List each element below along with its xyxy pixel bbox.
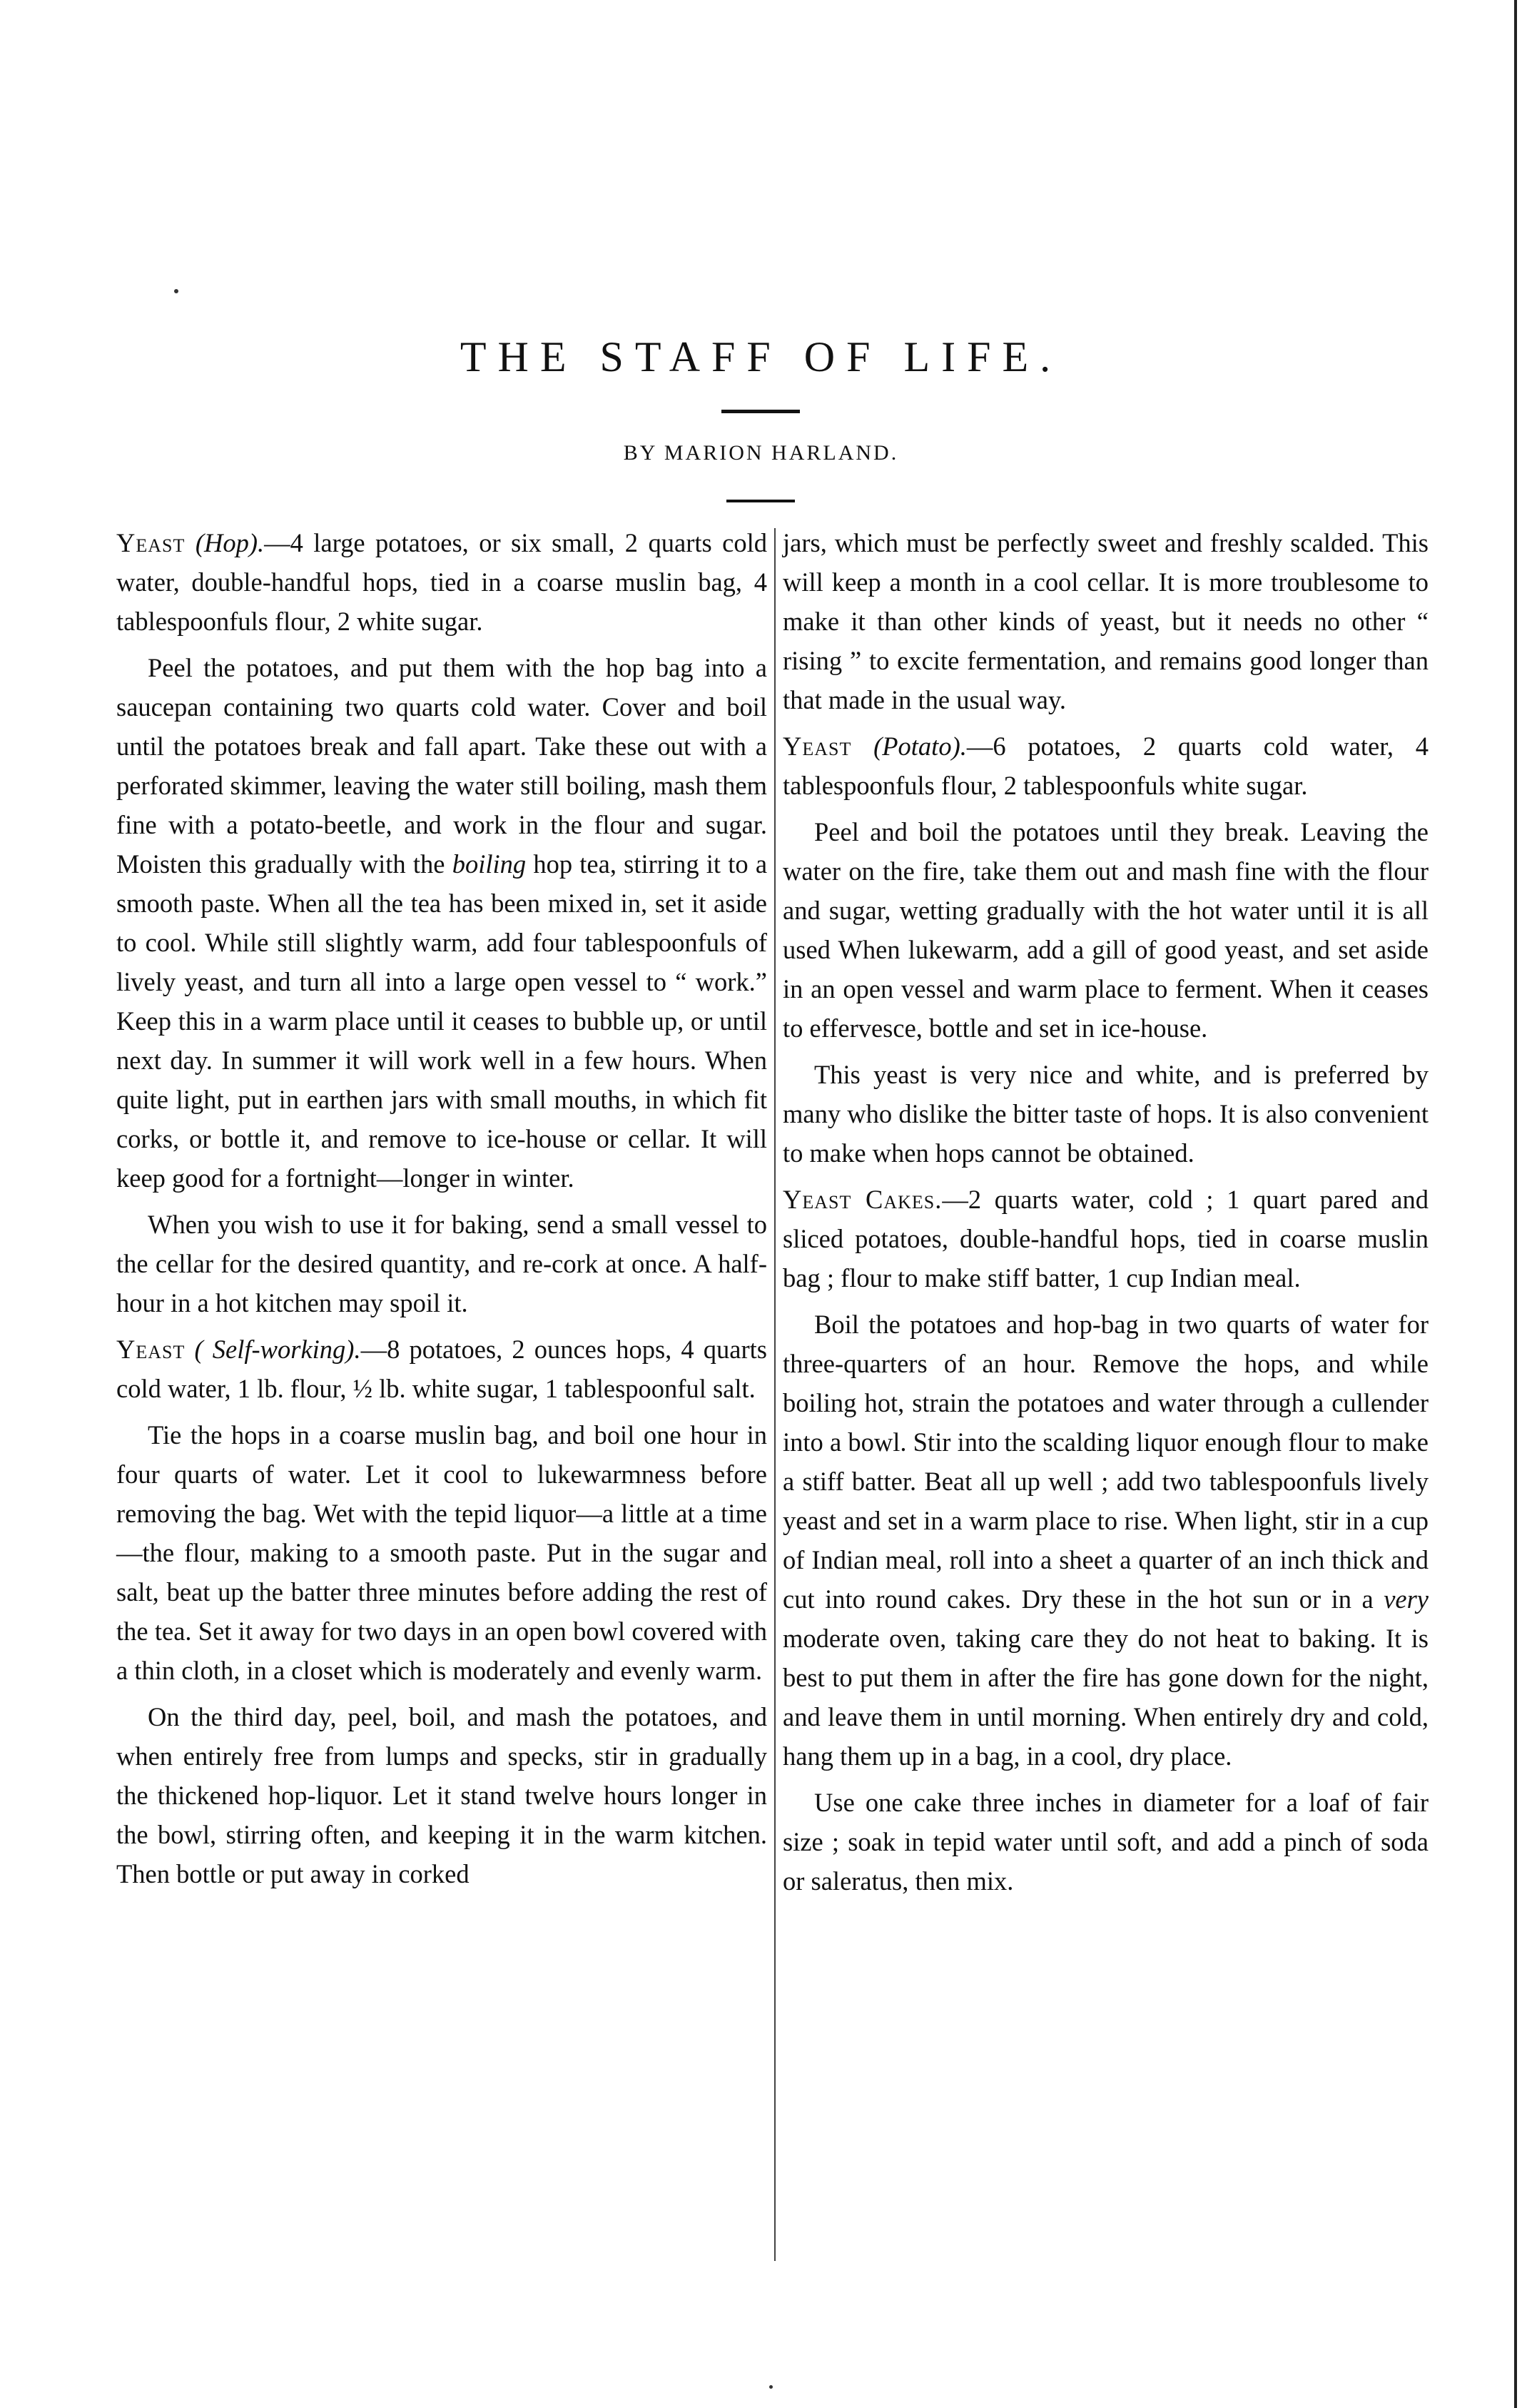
paragraph: This yeast is very nice and white, and is preferred by many who dislike the bitter taste of hops. It is also convenient to make when hops cannot be obtained. (783, 1060, 1429, 1168)
paragraph: jars, which must be perfectly sweet and freshly scalded. This will keep a month in a cool cellar. It is more troublesome to make it than other kinds of yeast, but it needs no other “ rising ” to excite fermentation, and remains good longer than that made in the usual way. (783, 528, 1429, 714)
byline: BY MARION HARLAND. (623, 441, 899, 465)
recipe-potato-yeast-ingredients (783, 727, 1429, 805)
print-speck (174, 289, 178, 293)
paragraph: Use one cake three inches in diameter for a loaf of fair size ; soak in tepid water until soft, and add a pinch of soda or saleratus, then mix. (783, 1788, 1429, 1896)
recipe-ingredients: —8 potatoes, 2 ounces hops, 4 quarts cold water, 1 lb. flour, ½ lb. white sugar, 1 tablespoonful salt. (116, 1335, 768, 1403)
paragraph: Tie the hops in a coarse muslin bag, and boil one hour in four quarts of water. Let it cool to lukewarmness before removing the bag. Wet with the tepid liquor—a little at a time—the flour, making to a smooth paste. Put in the sugar and salt, beat up the batter three minutes before adding the rest of the tea. Set it away for two days in an open bowl covered with a thin cloth, in a closet which is moderately and evenly warm. (116, 1420, 767, 1685)
recipe-hop-yeast-ingredients (116, 523, 767, 641)
recipe-heading: Yeast Cakes. (783, 1185, 943, 1214)
paragraph: Peel the potatoes, and put them with the hop bag into a saucepan containing two quarts cold water. Cover and boil until the potatoes break and fall apart. Take these out with a perforated skimmer, leaving the water still boiling, mash them fine with a potato-beetle, and work in the flour and sugar. Moisten this gradually with the boiling hop tea, stirring it to a smooth paste. When all the tea has been mixed in, set it aside to cool. While still slightly warm, add four tablespoonfuls of lively yeast, and turn all into a large open vessel to “ work.” Keep this in a warm place until it ceases to bubble up, or until next day. In summer it will work well in a few hours. When quite light, put in earthen jars with small mouths, in which fit corks, or bottle it, and remove to ice-house or cellar. It will keep good for a fortnight—longer in winter. (116, 653, 768, 1193)
paragraph: On the third day, peel, boil, and mash the potatoes, and when entirely free from lumps and specks, stir in gradually the thickened hop-liquor. Let it stand twelve hours longer in the bowl, stirring often, and keeping it in the warm kitchen. Then bottle or put away in corked (116, 1702, 767, 1888)
emphasis: very (1384, 1584, 1429, 1614)
recipe-self-working-yeast-ingredients (116, 1330, 767, 1408)
recipe-kind: (Hop). (195, 528, 265, 557)
emphasis: boiling (452, 849, 527, 879)
title-rule (721, 410, 800, 413)
recipe-ingredients: —2 quarts water, cold ; 1 quart pared and sliced potatoes, double-handful hops, tied in coarse muslin bag ; flour to make stiff batter, 1 cup Indian meal. (783, 1185, 1429, 1292)
paragraph: Boil the potatoes and hop-bag in two quarts of water for three-quarters of an hour. Remove the hops, and while boiling hot, strain the potatoes and water through a cullender into a bowl. Stir into the scalding liquor enough flour to make a stiff batter. Beat all up well ; add two tablespoonfuls lively yeast and set in a warm place to rise. When light, stir in a cup of Indian meal, roll into a sheet a quarter of an inch thick and cut into round cakes. Dry these in the hot sun or in a very moderate oven, taking care they do not heat to baking. It is best to put them in after the fire has gone down for the night, and leave them in until morning. When entirely dry and cold, hang them up in a bag, in a cool, dry place. (783, 1310, 1429, 1771)
recipe-kind: ( Self-working). (194, 1335, 361, 1364)
left-column (116, 523, 767, 1901)
print-speck (769, 2385, 773, 2389)
paragraph: When you wish to use it for baking, send a small vessel to the cellar for the desired quantity, and re-cork at once. A half-hour in a hot kitchen may spoil it. (116, 1210, 767, 1317)
byline-rule (726, 500, 795, 502)
recipe-kind: (Potato). (873, 732, 967, 761)
page-title: THE STAFF OF LIFE. (460, 333, 1062, 380)
column-divider (774, 528, 776, 2261)
recipe-ingredients: —6 potatoes, 2 quarts cold water, 4 tablespoonfuls flour, 2 tablespoonfuls white sugar. (783, 732, 1429, 800)
recipe-heading: Yeast (116, 1335, 186, 1364)
paragraph: Peel and boil the potatoes until they break. Leaving the water on the fire, take them out and mash fine with the flour and sugar, wetting gradually with the hot water until it is all used When lukewarm, add a gill of good yeast, and set aside in an open vessel and warm place to ferment. When it ceases to effervesce, bottle and set in ice-house. (783, 817, 1429, 1043)
recipe-heading: Yeast (783, 732, 852, 761)
recipe-ingredients: —4 large potatoes, or six small, 2 quarts cold water, double-handful hops, tied in a coarse muslin bag, 4 tablespoonfuls flour, 2 white sugar. (116, 528, 767, 636)
recipe-yeast-cakes-ingredients (783, 1180, 1429, 1297)
recipe-heading: Yeast (116, 528, 186, 557)
right-column (783, 523, 1429, 1908)
